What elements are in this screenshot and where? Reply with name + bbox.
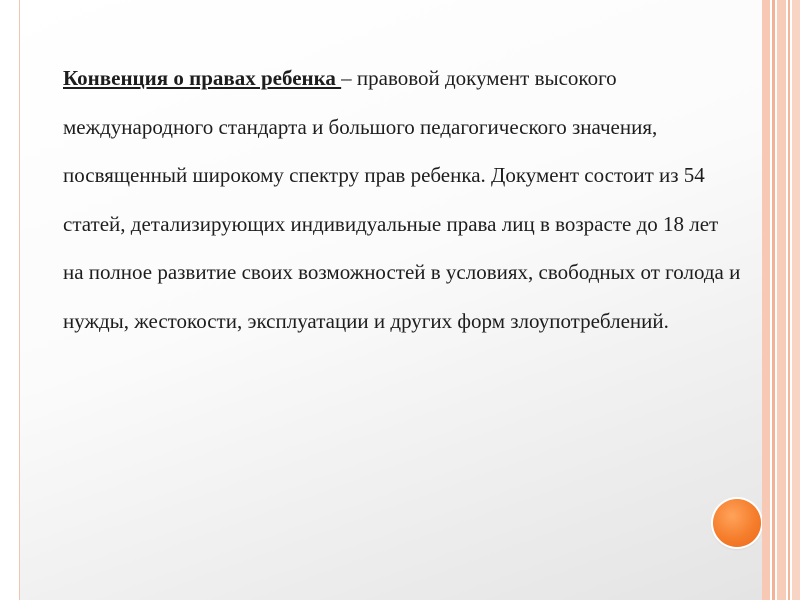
decorative-stripes: [762, 0, 800, 600]
stripe: [777, 0, 786, 600]
stripe: [762, 0, 770, 600]
orange-circle-decoration: [713, 499, 761, 547]
stripe: [772, 0, 775, 600]
stripe: [792, 0, 800, 600]
definition-paragraph: [63, 54, 743, 345]
definition-text: – правовой документ высокого международного стандарта и большого педагогического значения, посвященный широкому спектру прав ребенка. Документ состоит из 54 статей, детализирующих индивидуальные права лиц в возрасте до 18 лет на полное развитие своих возможностей в условиях, свободных от голода и нужды, жестокости, эксплуатации и других форм злоупотреблений.: [63, 66, 741, 333]
stripe: [788, 0, 790, 600]
term-heading: Конвенция о правах ребенка: [63, 66, 342, 90]
